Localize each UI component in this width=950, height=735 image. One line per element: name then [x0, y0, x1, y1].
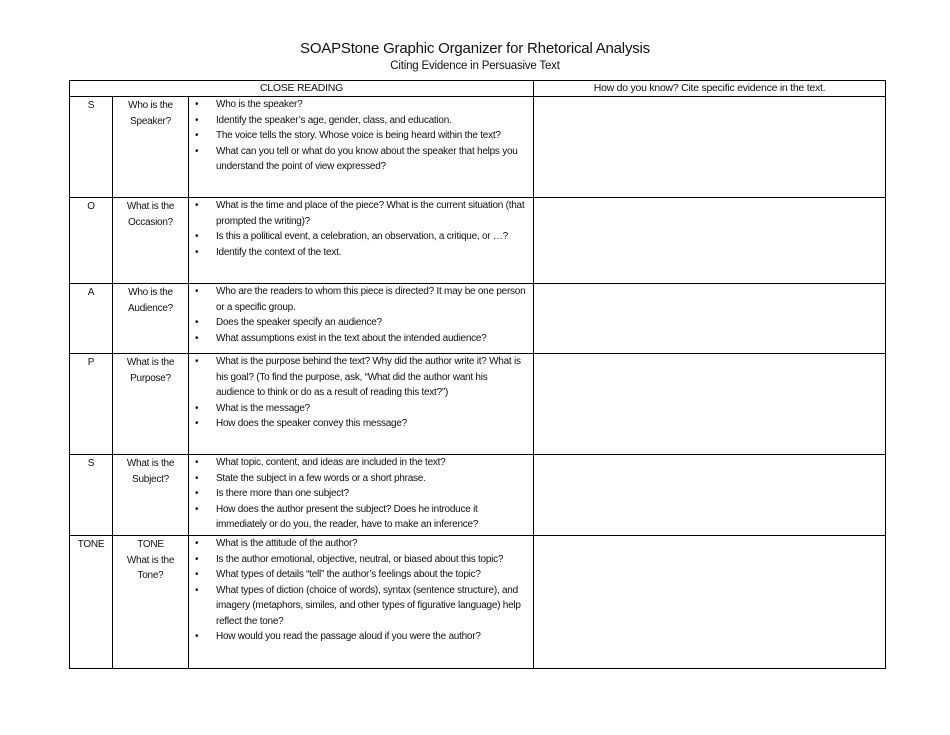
- prompt-line: Who is the: [128, 100, 173, 111]
- prompt-line: Subject?: [132, 473, 169, 485]
- row-letter: S: [70, 455, 113, 536]
- list-item: • What types of diction (choice of words), syntax (sentence structure), and imagery (metaphors, similes, and other types of figurative language) help reflect the tone?: [189, 583, 527, 630]
- list-item: • What assumptions exist in the text about the intended audience?: [189, 331, 527, 347]
- evidence-header: How do you know? Cite specific evidence in the text.: [534, 81, 886, 97]
- question-list: [189, 284, 533, 346]
- row-letter: S: [70, 97, 113, 198]
- table-row: [70, 354, 886, 455]
- page-title: SOAPStone Graphic Organizer for Rhetorical Analysis: [300, 40, 650, 57]
- row-prompt: [113, 536, 189, 669]
- prompt-line: Who is the: [128, 287, 173, 298]
- header-row: [70, 81, 886, 97]
- row-questions: [189, 455, 534, 536]
- list-item: • What is the message?: [189, 401, 527, 417]
- row-questions: [189, 97, 534, 198]
- prompt-line: Audience?: [127, 302, 173, 314]
- list-item: • What types of details “tell” the author’s feelings about the topic?: [189, 567, 527, 583]
- row-questions: [189, 198, 534, 284]
- list-item: • What can you tell or what do you know about the speaker that helps you understand the point of view expressed?: [189, 144, 527, 175]
- page-subtitle: Citing Evidence in Persuasive Text: [390, 60, 560, 72]
- question-list: [189, 198, 533, 260]
- row-prompt: [113, 455, 189, 536]
- evidence-cell[interactable]: [534, 536, 886, 669]
- list-item: • Is the author emotional, objective, neutral, or biased about this topic?: [189, 552, 527, 568]
- prompt-line: What is the: [126, 554, 175, 566]
- row-letter: TONE: [70, 536, 113, 669]
- soapstone-table: [69, 80, 886, 669]
- list-item: • What topic, content, and ideas are included in the text?: [189, 455, 527, 471]
- evidence-cell[interactable]: [534, 284, 886, 354]
- list-item: • What is the attitude of the author?: [189, 536, 527, 552]
- row-questions: [189, 354, 534, 455]
- list-item: • What is the purpose behind the text? Why did the author write it? What is his goal? (To find the purpose, ask, “What did the author want his audience to think or do as a result of reading this text?”): [189, 354, 527, 401]
- prompt-line: TONE: [137, 539, 164, 550]
- evidence-cell[interactable]: [534, 97, 886, 198]
- list-item: • State the subject in a few words or a short phrase.: [189, 471, 527, 487]
- list-item: • Is this a political event, a celebration, an observation, a critique, or …?: [189, 229, 527, 245]
- row-questions: [189, 284, 534, 354]
- prompt-line: What is the: [126, 458, 175, 469]
- list-item: • How would you read the passage aloud if you were the author?: [189, 629, 527, 645]
- list-item: • Identify the context of the text.: [189, 245, 527, 261]
- row-prompt: [113, 284, 189, 354]
- list-item: • Is there more than one subject?: [189, 486, 527, 502]
- row-letter: A: [70, 284, 113, 354]
- table-row: [70, 97, 886, 198]
- row-prompt: [113, 354, 189, 455]
- row-prompt: [113, 198, 189, 284]
- list-item: • What is the time and place of the piece? What is the current situation (that prompted the writing)?: [189, 198, 527, 229]
- row-letter: O: [70, 198, 113, 284]
- row-letter: P: [70, 354, 113, 455]
- list-item: • Does the speaker specify an audience?: [189, 315, 527, 331]
- question-list: [189, 536, 533, 645]
- evidence-cell[interactable]: [534, 198, 886, 284]
- row-questions: [189, 536, 534, 669]
- list-item: • How does the author present the subject? Does he introduce it immediately or do you, the reader, have to make an inference?: [189, 502, 527, 533]
- prompt-line: Purpose?: [130, 372, 171, 384]
- prompt-line: Speaker?: [130, 115, 171, 127]
- prompt-line: Tone?: [137, 570, 164, 581]
- table-row: [70, 198, 886, 284]
- table-row: [70, 284, 886, 354]
- question-list: [189, 455, 533, 533]
- question-list: [189, 354, 533, 432]
- table-row: [70, 455, 886, 536]
- list-item: • The voice tells the story. Whose voice is being heard within the text?: [189, 128, 527, 144]
- list-item: • Who is the speaker?: [189, 97, 527, 113]
- table-row: [70, 536, 886, 669]
- prompt-line: Occasion?: [128, 216, 173, 228]
- evidence-cell[interactable]: [534, 354, 886, 455]
- evidence-cell[interactable]: [534, 455, 886, 536]
- question-list: [189, 97, 533, 175]
- list-item: • Identify the speaker’s age, gender, class, and education.: [189, 113, 527, 129]
- list-item: • Who are the readers to whom this piece is directed? It may be one person or a specific group.: [189, 284, 527, 315]
- prompt-line: What is the: [126, 201, 175, 212]
- prompt-line: What is the: [126, 357, 175, 368]
- list-item: • How does the speaker convey this message?: [189, 416, 527, 432]
- close-reading-header: CLOSE READING: [70, 81, 534, 97]
- row-prompt: [113, 97, 189, 198]
